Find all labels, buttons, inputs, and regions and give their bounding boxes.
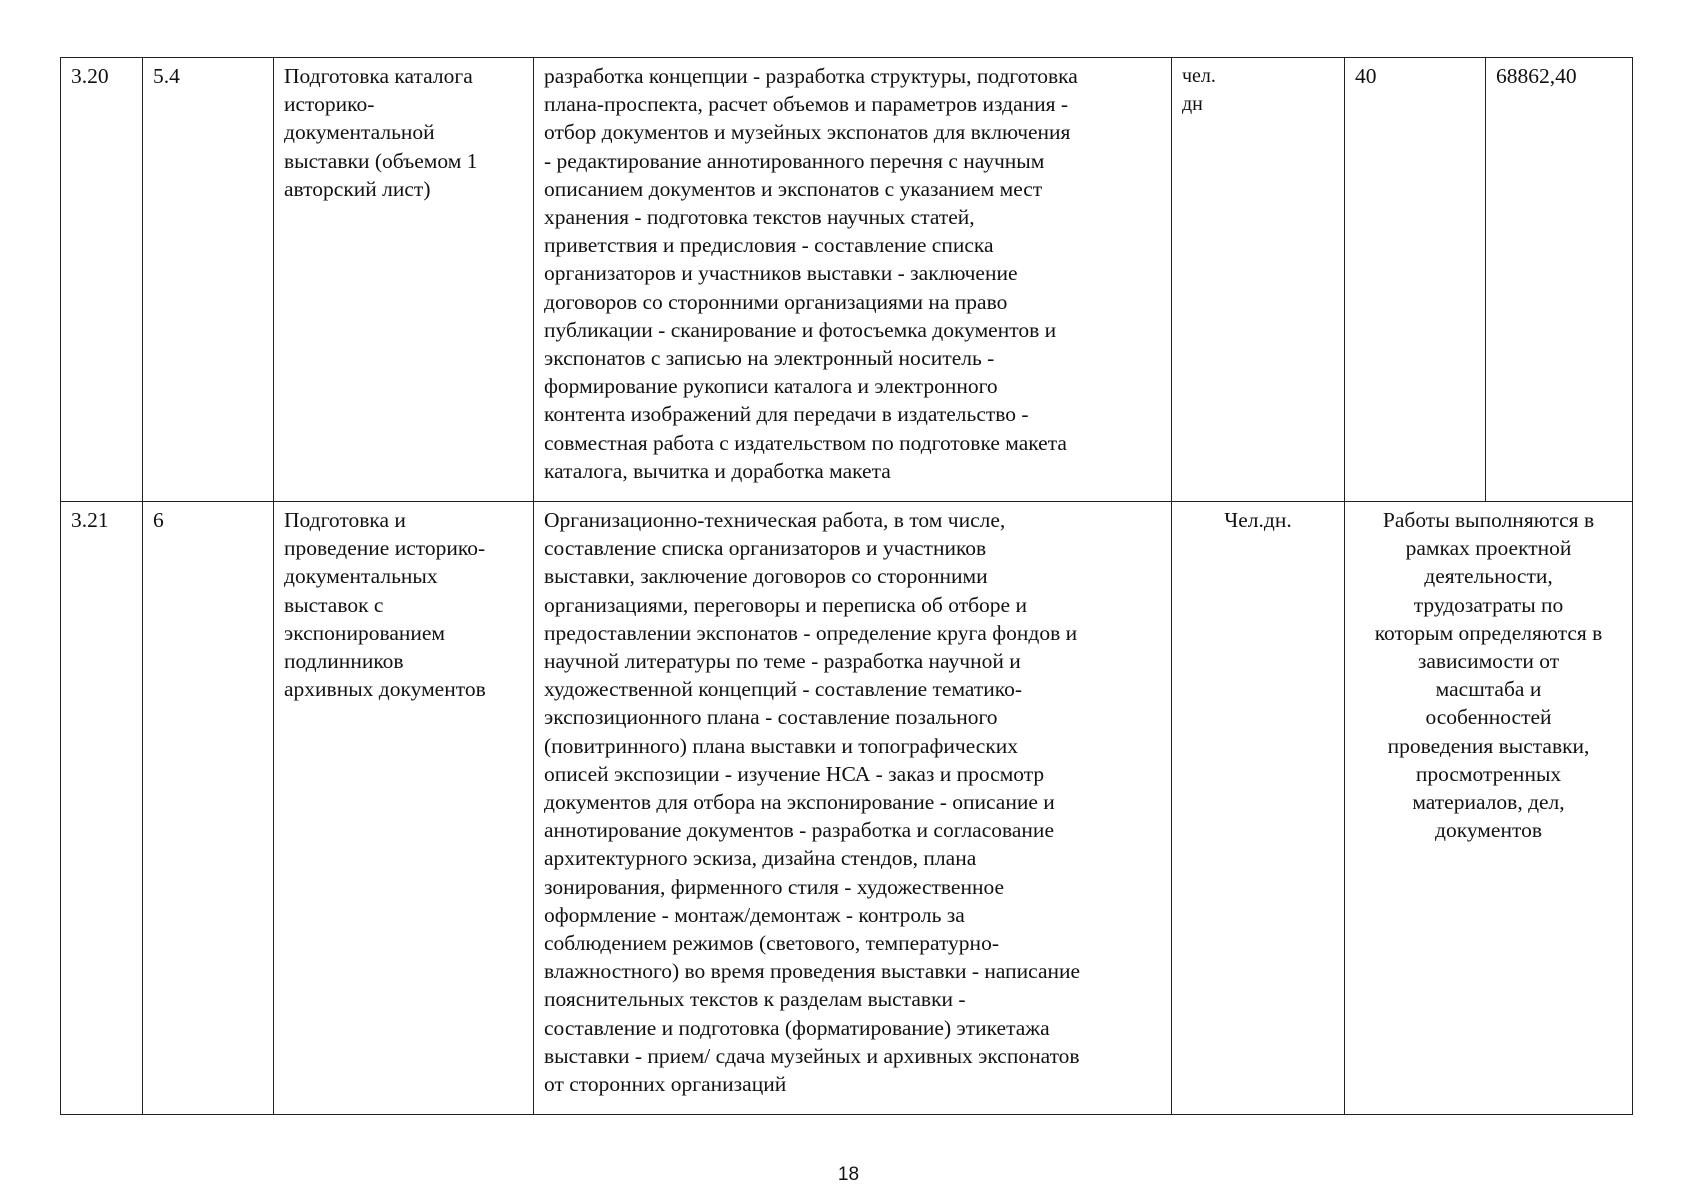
work-description-line: экспонатов с записью на электронный носитель - xyxy=(544,346,995,371)
row-number: 3.20 xyxy=(71,64,109,88)
unit-cell xyxy=(1172,58,1345,502)
work-description-line: художественной концепций - составление тематико- xyxy=(544,677,1023,702)
work-description-line: пояснительных текстов к разделам выставки - xyxy=(544,987,966,1012)
work-name-line: документальной xyxy=(284,120,435,145)
code-cell xyxy=(143,58,274,502)
work-name-line: выставок с xyxy=(284,592,384,617)
unit-line: дн xyxy=(1182,93,1203,116)
work-description-cell xyxy=(534,58,1172,502)
work-name-line: Подготовка каталога xyxy=(284,64,473,88)
norm-cell xyxy=(1345,58,1486,502)
work-description-line: научной литературы по теме - разработка научной и xyxy=(544,649,1021,674)
work-description-line: организаторов и участников выставки - заключение xyxy=(544,261,1018,286)
work-description-line: предоставлении экспонатов - определение круга фондов и xyxy=(544,620,1078,645)
work-description-line: оформление - монтаж/демонтаж - контроль за xyxy=(544,902,965,927)
cost-value: 68862,40 xyxy=(1496,64,1577,88)
work-name-line: проведение историко- xyxy=(284,536,486,561)
work-description-line: публикации - сканирование и фотосъемка документов и xyxy=(544,317,1057,342)
work-description-line: - редактирование аннотированного перечня с научным xyxy=(544,148,1045,173)
row-code: 5.4 xyxy=(153,64,180,88)
cost-cell xyxy=(1486,58,1633,502)
work-description-line: плана-проспекта, расчет объемов и параметров издания - xyxy=(544,92,1069,117)
work-description-line: описанием документов и экспонатов с указанием мест xyxy=(544,176,1043,201)
work-description-line: соблюдением режимов (светового, температурно- xyxy=(544,931,999,956)
work-description-line: разработка концепции - разработка структуры, подготовка xyxy=(544,64,1078,88)
work-name-line: подлинников xyxy=(284,649,404,674)
work-description-line: аннотирование документов - разработка и согласование xyxy=(544,818,1054,843)
work-description-line: зонирования, фирменного стиля - художественное xyxy=(544,874,1005,899)
work-description-line: каталога, вычитка и доработка макета xyxy=(544,458,891,483)
work-name-line: документальных xyxy=(284,564,438,589)
unit-line: чел. xyxy=(1182,65,1216,87)
code-cell xyxy=(143,502,274,1115)
note-line: зависимости от xyxy=(1417,649,1560,674)
work-name-line: Подготовка и xyxy=(284,508,406,532)
page-number: 18 xyxy=(837,1164,860,1185)
unit-value: Чел.дн. xyxy=(1224,508,1292,532)
note-line: трудозатраты по xyxy=(1413,592,1564,617)
note-cell xyxy=(1345,502,1633,1115)
work-description-line: отбор документов и музейных экспонатов для включения xyxy=(544,120,1071,145)
note-line: особенностей xyxy=(1425,705,1552,730)
work-description-line: договоров со сторонними организациями на право xyxy=(544,289,1008,314)
unit-cell xyxy=(1172,502,1345,1115)
note-line: масштаба и xyxy=(1435,677,1542,702)
work-name-line: выставки (объемом 1 xyxy=(284,148,478,173)
work-name-cell xyxy=(274,502,534,1115)
work-name-line: архивных документов xyxy=(284,677,486,702)
work-name-line: экспонированием xyxy=(284,620,446,645)
row-number: 3.21 xyxy=(71,508,109,532)
note-line: рамках проектной xyxy=(1405,536,1572,561)
work-name-cell xyxy=(274,58,534,502)
note-line: просмотренных xyxy=(1415,761,1562,786)
work-description-line: выставки - прием/ сдача музейных и архивных экспонатов xyxy=(544,1043,1080,1068)
row-number-cell xyxy=(61,502,143,1115)
work-description-line: архитектурного эскиза, дизайна стендов, плана xyxy=(544,846,977,871)
work-description-line: Организационно-техническая работа, в том числе, xyxy=(544,508,1006,532)
work-description-line: совместная работа с издательством по подготовке макета xyxy=(544,430,1067,455)
row-code: 6 xyxy=(153,508,164,532)
note-line: которым определяются в xyxy=(1374,620,1603,645)
work-description-line: составление списка организаторов и участников xyxy=(544,536,987,561)
work-description-line: документов для отбора на экспонирование - описание и xyxy=(544,790,1055,815)
work-description-line: контента изображений для передачи в издательство - xyxy=(544,402,1029,427)
note-line: материалов, дел, xyxy=(1412,790,1565,815)
work-description-line: составление и подготовка (форматирование) этикетажа xyxy=(544,1015,1050,1040)
note-line: деятельности, xyxy=(1424,564,1553,589)
work-description-line: хранения - подготовка текстов научных статей, xyxy=(544,205,975,230)
work-description-line: формирование рукописи каталога и электронного xyxy=(544,374,998,399)
work-description-line: (повитринного) плана выставки и топографических xyxy=(544,733,1019,758)
work-description-line: от сторонних организаций xyxy=(544,1072,787,1097)
norm-value: 40 xyxy=(1355,64,1377,88)
work-name-line: историко- xyxy=(284,92,375,117)
work-description-line: экспозиционного плана - составление позального xyxy=(544,705,998,730)
work-description-line: организациями, переговоры и переписка об отборе и xyxy=(544,592,1027,617)
note-line: проведения выставки, xyxy=(1387,733,1590,758)
note-line: Работы выполняются в xyxy=(1382,508,1595,532)
table-row xyxy=(61,58,1633,502)
work-description-line: приветствия и предисловия - составление списка xyxy=(544,233,994,258)
work-description-cell xyxy=(534,502,1172,1115)
row-number-cell xyxy=(61,58,143,502)
note-line: документов xyxy=(1435,818,1542,843)
work-description-line: описей экспозиции - изучение НСА - заказ и просмотр xyxy=(544,761,1045,786)
work-description-line: выставки, заключение договоров со сторонними xyxy=(544,564,988,589)
work-description-line: влажностного) во время проведения выставки - написание xyxy=(544,959,1081,984)
table-row xyxy=(61,502,1633,1115)
works-table xyxy=(60,57,1633,1115)
work-name-line: авторский лист) xyxy=(284,176,431,201)
